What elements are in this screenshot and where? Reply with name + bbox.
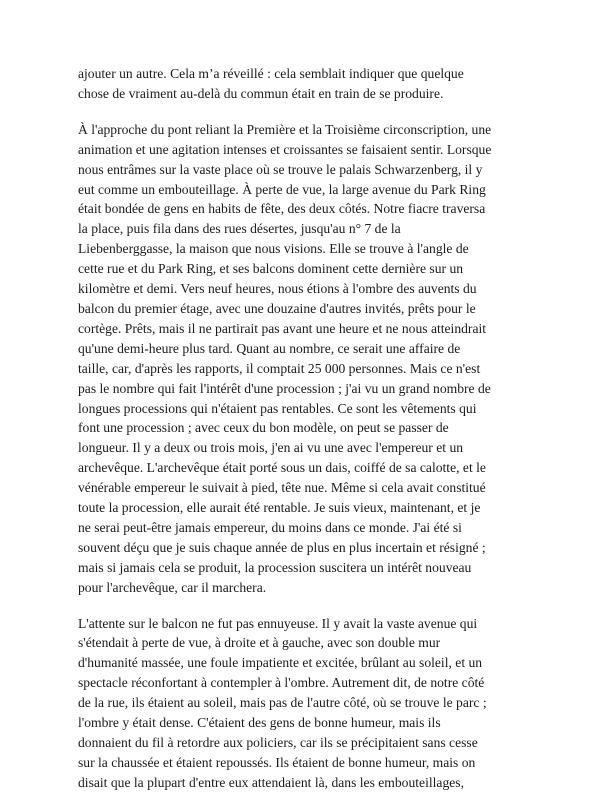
paragraph-1	[78, 64, 540, 104]
text-line: souvent déçu que je suis chaque année de plus en plus incertain et résigné ;	[78, 539, 486, 555]
text-line: cette rue et du Park Ring, et ses balcons dominent cette dernière sur un	[78, 261, 464, 277]
text-line: longueur. Il y a deux ou trois mois, j'en ai vu une avec l'empereur et un	[78, 440, 464, 456]
text-line: L'attente sur le balcon ne fut pas ennuyeuse. Il y avait la vaste avenue qui	[78, 615, 478, 631]
text-line: longues processions qui n'étaient pas rentables. Ce sont les vêtements qui	[78, 400, 477, 416]
text-line: cortège. Prêts, mais il ne partirait pas avant une heure et ne nous atteindrait	[78, 320, 487, 336]
text-line: balcon du premier étage, avec une douzaine d'autres invités, prêts pour le	[78, 300, 476, 316]
text-line: disait que la plupart d'entre eux attendaient là, dans les embouteillages,	[78, 774, 464, 790]
text-line: font une procession ; avec ceux du bon modèle, on peut se passer de	[78, 420, 449, 436]
text-line: pas le nombre qui fait l'intérêt d'une procession ; j'ai vu un grand nombre de	[78, 380, 491, 396]
text-line: ne serai peut-être jamais empereur, du moins dans ce monde. J'ai été si	[78, 519, 462, 535]
text-line: eut comme un embouteillage. À perte de vue, la large avenue du Park Ring	[78, 181, 486, 197]
text-line: de la rue, ils étaient au soleil, mais pas de l'autre côté, où se trouve le parc ;	[78, 695, 487, 711]
paragraph-3	[78, 614, 540, 793]
text-line: s'étendait à perte de vue, à droite et à gauche, avec son double mur	[78, 635, 441, 651]
text-line: À l'approche du pont reliant la Première et la Troisième circonscription, une	[78, 121, 492, 137]
text-line: était bondée de gens en habits de fête, des deux côtés. Notre fiacre traversa	[78, 201, 486, 217]
text-line: animation et une agitation intenses et croissantes se faisaient sentir. Lorsque	[78, 141, 492, 157]
text-line: taille, car, d'après les rapports, il comptait 25 000 personnes. Mais ce n'est	[78, 360, 481, 376]
paragraph-2	[78, 120, 540, 598]
text-line: chose de vraiment au-delà du commun était en train de se produire.	[78, 85, 444, 101]
text-line: la place, puis fila dans des rues désertes, jusqu'au n° 7 de la	[78, 221, 401, 237]
text-line: toute la procession, elle aurait été rentable. Je suis vieux, maintenant, et je	[78, 500, 481, 516]
text-line: pour l'archevêque, car il marchera.	[78, 579, 267, 595]
body-text	[78, 64, 540, 793]
text-line: donnaient du fil à retordre aux policiers, car ils se précipitaient sans cesse	[78, 735, 478, 750]
text-line: ajouter un autre. Cela m’a réveillé : cela semblait indiquer que quelque	[78, 66, 464, 81]
text-line: Liebenberggasse, la maison que nous visions. Elle se trouve à l'angle de	[78, 241, 469, 257]
text-line: kilomètre et demi. Vers neuf heures, nous étions à l'ombre des auvents du	[78, 281, 477, 297]
text-line: d'humanité massée, une foule impatiente et excitée, brûlant au soleil, et un	[78, 655, 483, 671]
text-line: sur la chaussée et étaient repoussés. Ils étaient de bonne humeur, mais on	[78, 754, 476, 770]
text-line: mais si jamais cela se produit, la procession suscitera un intérêt nouveau	[78, 559, 472, 575]
text-line: qu'une demi-heure plus tard. Quant au nombre, ce serait une affaire de	[78, 340, 461, 356]
text-line: nous entrâmes sur la vaste place où se trouve le palais Schwarzenberg, il y	[78, 161, 483, 177]
text-line: spectacle réconfortant à contempler à l'ombre. Autrement dit, de notre côté	[78, 675, 485, 691]
text-line: l'ombre y était dense. C'étaient des gens de bonne humeur, mais ils	[78, 715, 441, 731]
text-line: vénérable empereur le suivait à pied, tête nue. Même si cela avait constitué	[78, 480, 486, 496]
text-line: archevêque. L'archevêque était porté sous un dais, coiffé de sa calotte, et le	[78, 460, 486, 476]
